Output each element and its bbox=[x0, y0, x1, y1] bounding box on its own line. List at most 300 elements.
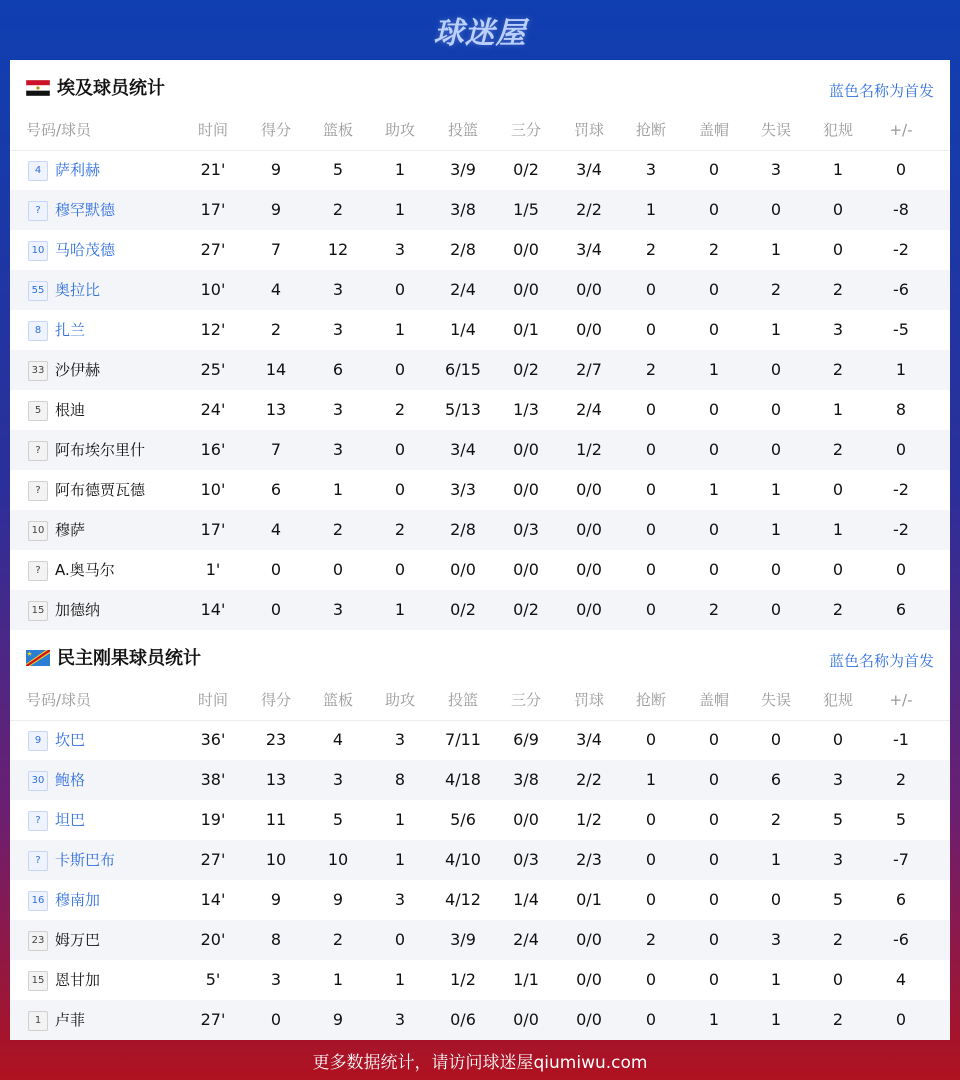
stat-time: 10' bbox=[200, 280, 226, 299]
stat-fouls: 3 bbox=[832, 320, 844, 339]
stat-time: 20' bbox=[200, 930, 226, 949]
column-header-ft: 罚球 bbox=[573, 691, 604, 709]
column-header-fouls: 犯规 bbox=[822, 691, 853, 709]
stat-ft: 0/0 bbox=[576, 280, 602, 299]
stat-fg: 0/0 bbox=[450, 560, 476, 579]
column-header-fouls: 犯规 bbox=[822, 121, 853, 139]
stat-time: 21' bbox=[200, 160, 226, 179]
stat-steals: 2 bbox=[645, 360, 657, 379]
stat-turnovers: 3 bbox=[770, 160, 782, 179]
stat-points: 4 bbox=[270, 520, 282, 539]
stat-blocks: 0 bbox=[708, 400, 720, 419]
stat-plus-minus: 0 bbox=[895, 560, 907, 579]
stat-three-pt: 0/0 bbox=[513, 810, 539, 829]
stat-three-pt: 0/0 bbox=[513, 480, 539, 499]
stat-three-pt: 0/1 bbox=[513, 320, 539, 339]
stat-rebounds: 3 bbox=[332, 770, 344, 789]
stat-assists: 1 bbox=[394, 850, 406, 869]
stat-steals: 0 bbox=[645, 480, 657, 499]
stat-rebounds: 0 bbox=[332, 560, 344, 579]
stat-plus-minus: 0 bbox=[895, 160, 907, 179]
player-row[interactable] bbox=[10, 760, 950, 800]
jersey-number-badge: 15 bbox=[28, 971, 48, 991]
stat-points: 23 bbox=[265, 730, 287, 749]
stat-fouls: 0 bbox=[832, 240, 844, 259]
stat-fg: 2/8 bbox=[450, 520, 476, 539]
stat-turnovers: 0 bbox=[770, 560, 782, 579]
stat-turnovers: 0 bbox=[770, 440, 782, 459]
player-name: 穆萨 bbox=[55, 521, 86, 539]
player-row[interactable] bbox=[10, 550, 950, 590]
player-row[interactable] bbox=[10, 510, 950, 550]
stat-assists: 3 bbox=[394, 890, 406, 909]
stat-assists: 1 bbox=[394, 320, 406, 339]
stat-turnovers: 1 bbox=[770, 320, 782, 339]
column-header-time: 时间 bbox=[197, 691, 228, 709]
stat-time: 16' bbox=[200, 440, 226, 459]
stat-fouls: 2 bbox=[832, 1010, 844, 1029]
stat-fouls: 5 bbox=[832, 810, 844, 829]
stat-turnovers: 1 bbox=[770, 970, 782, 989]
starter-hint: 蓝色名称为首发 bbox=[828, 82, 934, 100]
stat-fouls: 2 bbox=[832, 360, 844, 379]
stat-time: 14' bbox=[200, 890, 226, 909]
player-name[interactable]: 扎兰 bbox=[55, 321, 86, 339]
player-name[interactable]: 穆罕默德 bbox=[55, 201, 116, 219]
stat-ft: 0/1 bbox=[576, 890, 602, 909]
stat-fg: 5/13 bbox=[445, 400, 481, 419]
stat-assists: 0 bbox=[394, 360, 406, 379]
stat-ft: 2/3 bbox=[576, 850, 602, 869]
stat-turnovers: 2 bbox=[770, 280, 782, 299]
column-header-player: 号码/球员 bbox=[26, 691, 92, 709]
team-title: 民主刚果球员统计 bbox=[57, 648, 201, 669]
stat-rebounds: 3 bbox=[332, 440, 344, 459]
jersey-number-badge: 30 bbox=[28, 771, 48, 791]
jersey-number-badge: 55 bbox=[28, 281, 48, 301]
stat-fouls: 0 bbox=[832, 200, 844, 219]
stat-turnovers: 1 bbox=[770, 850, 782, 869]
stat-time: 27' bbox=[200, 1010, 226, 1029]
app-logo: 球迷屋 bbox=[433, 16, 527, 51]
player-row[interactable] bbox=[10, 150, 950, 190]
stat-rebounds: 2 bbox=[332, 520, 344, 539]
stat-blocks: 0 bbox=[708, 970, 720, 989]
player-row[interactable] bbox=[10, 390, 950, 430]
stat-assists: 0 bbox=[394, 440, 406, 459]
stat-fg: 3/8 bbox=[450, 200, 476, 219]
player-name: 阿布德贾瓦德 bbox=[55, 481, 146, 499]
stat-time: 14' bbox=[200, 600, 226, 619]
stat-fouls: 0 bbox=[832, 480, 844, 499]
stat-assists: 0 bbox=[394, 480, 406, 499]
stat-points: 10 bbox=[265, 850, 287, 869]
player-row[interactable] bbox=[10, 800, 950, 840]
stat-points: 11 bbox=[265, 810, 287, 829]
stat-steals: 0 bbox=[645, 970, 657, 989]
stat-ft: 0/0 bbox=[576, 600, 602, 619]
column-header-three-pt: 三分 bbox=[510, 121, 541, 139]
stat-blocks: 0 bbox=[708, 770, 720, 789]
stat-plus-minus: -2 bbox=[893, 520, 909, 539]
stat-plus-minus: 0 bbox=[895, 1010, 907, 1029]
stat-plus-minus: -2 bbox=[893, 240, 909, 259]
stat-plus-minus: 8 bbox=[895, 400, 907, 419]
jersey-number-badge: 16 bbox=[28, 891, 48, 911]
stat-points: 9 bbox=[270, 200, 282, 219]
column-header-rebounds: 篮板 bbox=[322, 121, 353, 139]
stat-plus-minus: 6 bbox=[895, 890, 907, 909]
stat-fouls: 0 bbox=[832, 730, 844, 749]
stat-points: 0 bbox=[270, 600, 282, 619]
stat-blocks: 0 bbox=[708, 200, 720, 219]
stat-rebounds: 2 bbox=[332, 200, 344, 219]
stat-plus-minus: -1 bbox=[893, 730, 909, 749]
player-row[interactable] bbox=[10, 230, 950, 270]
stat-assists: 2 bbox=[394, 400, 406, 419]
player-name[interactable]: 坦巴 bbox=[55, 811, 86, 829]
stat-steals: 0 bbox=[645, 600, 657, 619]
stat-steals: 0 bbox=[645, 730, 657, 749]
stat-time: 27' bbox=[200, 850, 226, 869]
stat-three-pt: 1/1 bbox=[513, 970, 539, 989]
player-name[interactable]: 坎巴 bbox=[55, 731, 86, 749]
stat-steals: 0 bbox=[645, 320, 657, 339]
stat-turnovers: 0 bbox=[770, 200, 782, 219]
jersey-number-badge: 5 bbox=[28, 401, 48, 421]
player-name: 姆万巴 bbox=[55, 931, 101, 949]
stat-steals: 2 bbox=[645, 930, 657, 949]
stat-time: 38' bbox=[200, 770, 226, 789]
column-header-points: 得分 bbox=[260, 691, 291, 709]
stat-fouls: 3 bbox=[832, 850, 844, 869]
stat-turnovers: 0 bbox=[770, 360, 782, 379]
stat-assists: 2 bbox=[394, 520, 406, 539]
stat-points: 3 bbox=[270, 970, 282, 989]
stat-fg: 3/9 bbox=[450, 930, 476, 949]
stat-fg: 1/4 bbox=[450, 320, 476, 339]
stat-steals: 2 bbox=[645, 240, 657, 259]
egypt-flag-icon bbox=[26, 80, 50, 96]
stat-points: 13 bbox=[265, 400, 287, 419]
stat-three-pt: 2/4 bbox=[513, 930, 539, 949]
player-row[interactable] bbox=[10, 840, 950, 880]
column-header-blocks: 盖帽 bbox=[698, 691, 729, 709]
player-name: 阿布埃尔里什 bbox=[55, 441, 146, 459]
stat-plus-minus: 4 bbox=[895, 970, 907, 989]
column-header-plus-minus: +/- bbox=[889, 691, 913, 709]
stat-points: 8 bbox=[270, 930, 282, 949]
stat-ft: 0/0 bbox=[576, 970, 602, 989]
column-header-three-pt: 三分 bbox=[510, 691, 541, 709]
jersey-number-badge: 33 bbox=[28, 361, 48, 381]
stat-points: 9 bbox=[270, 160, 282, 179]
stat-fg: 2/8 bbox=[450, 240, 476, 259]
stat-three-pt: 0/3 bbox=[513, 520, 539, 539]
stat-points: 7 bbox=[270, 440, 282, 459]
stat-three-pt: 0/0 bbox=[513, 440, 539, 459]
jersey-number-badge: 9 bbox=[28, 731, 48, 751]
stat-turnovers: 0 bbox=[770, 400, 782, 419]
stat-plus-minus: 1 bbox=[895, 360, 907, 379]
stat-points: 4 bbox=[270, 280, 282, 299]
stat-steals: 0 bbox=[645, 520, 657, 539]
stat-blocks: 0 bbox=[708, 890, 720, 909]
column-header-ft: 罚球 bbox=[573, 121, 604, 139]
stat-fouls: 0 bbox=[832, 970, 844, 989]
player-row[interactable] bbox=[10, 1000, 950, 1040]
stat-fg: 1/2 bbox=[450, 970, 476, 989]
stat-plus-minus: 2 bbox=[895, 770, 907, 789]
stat-rebounds: 2 bbox=[332, 930, 344, 949]
stat-assists: 1 bbox=[394, 200, 406, 219]
stat-turnovers: 1 bbox=[770, 520, 782, 539]
stat-blocks: 0 bbox=[708, 850, 720, 869]
stat-time: 24' bbox=[200, 400, 226, 419]
stat-rebounds: 12 bbox=[327, 240, 349, 259]
column-header-fg: 投篮 bbox=[447, 121, 478, 139]
player-name[interactable]: 鲍格 bbox=[55, 771, 86, 789]
stat-fg: 3/3 bbox=[450, 480, 476, 499]
stat-ft: 2/4 bbox=[576, 400, 602, 419]
stat-rebounds: 9 bbox=[332, 890, 344, 909]
stat-steals: 0 bbox=[645, 280, 657, 299]
stat-points: 0 bbox=[270, 1010, 282, 1029]
stat-plus-minus: -6 bbox=[893, 280, 909, 299]
stat-rebounds: 3 bbox=[332, 280, 344, 299]
stat-ft: 0/0 bbox=[576, 520, 602, 539]
player-name[interactable]: 卡斯巴布 bbox=[55, 851, 116, 869]
stat-time: 25' bbox=[200, 360, 226, 379]
stat-fouls: 1 bbox=[832, 520, 844, 539]
stat-blocks: 1 bbox=[708, 480, 720, 499]
stat-ft: 0/0 bbox=[576, 930, 602, 949]
stat-rebounds: 5 bbox=[332, 810, 344, 829]
stat-plus-minus: 5 bbox=[895, 810, 907, 829]
player-row[interactable] bbox=[10, 430, 950, 470]
player-row[interactable] bbox=[10, 470, 950, 510]
footer-banner[interactable] bbox=[0, 1040, 960, 1080]
stat-plus-minus: 0 bbox=[895, 440, 907, 459]
stat-fouls: 3 bbox=[832, 770, 844, 789]
stat-points: 2 bbox=[270, 320, 282, 339]
stat-blocks: 0 bbox=[708, 320, 720, 339]
jersey-number-badge: ? bbox=[28, 441, 48, 461]
jersey-number-badge: ? bbox=[28, 201, 48, 221]
jersey-number-badge: 8 bbox=[28, 321, 48, 341]
player-name[interactable]: 穆南加 bbox=[55, 891, 101, 909]
stat-time: 17' bbox=[200, 200, 226, 219]
stat-fg: 4/10 bbox=[445, 850, 481, 869]
column-header-player: 号码/球员 bbox=[26, 121, 92, 139]
column-header-blocks: 盖帽 bbox=[698, 121, 729, 139]
stat-rebounds: 6 bbox=[332, 360, 344, 379]
stat-steals: 0 bbox=[645, 400, 657, 419]
stat-turnovers: 0 bbox=[770, 600, 782, 619]
stat-points: 0 bbox=[270, 560, 282, 579]
stat-fouls: 2 bbox=[832, 930, 844, 949]
stat-blocks: 0 bbox=[708, 810, 720, 829]
stat-rebounds: 3 bbox=[332, 320, 344, 339]
stat-ft: 3/4 bbox=[576, 160, 602, 179]
team-title: 埃及球员统计 bbox=[57, 78, 165, 99]
stat-steals: 3 bbox=[645, 160, 657, 179]
stat-points: 7 bbox=[270, 240, 282, 259]
stat-fg: 6/15 bbox=[445, 360, 481, 379]
stat-three-pt: 1/4 bbox=[513, 890, 539, 909]
jersey-number-badge: 15 bbox=[28, 601, 48, 621]
stat-ft: 1/2 bbox=[576, 810, 602, 829]
column-header-points: 得分 bbox=[260, 121, 291, 139]
stat-blocks: 0 bbox=[708, 440, 720, 459]
stat-rebounds: 3 bbox=[332, 400, 344, 419]
player-name[interactable]: 奥拉比 bbox=[55, 281, 101, 299]
stat-time: 12' bbox=[200, 320, 226, 339]
jersey-number-badge: ? bbox=[28, 481, 48, 501]
stat-time: 27' bbox=[200, 240, 226, 259]
stat-blocks: 0 bbox=[708, 280, 720, 299]
stat-three-pt: 3/8 bbox=[513, 770, 539, 789]
stat-turnovers: 2 bbox=[770, 810, 782, 829]
stat-fouls: 5 bbox=[832, 890, 844, 909]
stat-fouls: 0 bbox=[832, 560, 844, 579]
column-header-assists: 助攻 bbox=[384, 691, 415, 709]
stat-blocks: 2 bbox=[708, 240, 720, 259]
stat-time: 19' bbox=[200, 810, 226, 829]
jersey-number-badge: 10 bbox=[28, 241, 48, 261]
player-name[interactable]: 萨利赫 bbox=[55, 161, 101, 179]
column-header-time: 时间 bbox=[197, 121, 228, 139]
stat-blocks: 0 bbox=[708, 520, 720, 539]
stat-fg: 0/6 bbox=[450, 1010, 476, 1029]
egypt-section-header bbox=[10, 60, 950, 110]
stat-rebounds: 4 bbox=[332, 730, 344, 749]
stat-three-pt: 0/0 bbox=[513, 560, 539, 579]
player-row[interactable] bbox=[10, 190, 950, 230]
stat-steals: 0 bbox=[645, 810, 657, 829]
stat-ft: 0/0 bbox=[576, 320, 602, 339]
column-header bbox=[10, 110, 950, 151]
stat-steals: 0 bbox=[645, 1010, 657, 1029]
stat-three-pt: 0/3 bbox=[513, 850, 539, 869]
stat-steals: 1 bbox=[645, 200, 657, 219]
column-header-steals: 抢断 bbox=[635, 691, 666, 709]
stat-steals: 1 bbox=[645, 770, 657, 789]
stat-plus-minus: -7 bbox=[893, 850, 909, 869]
stat-steals: 0 bbox=[645, 850, 657, 869]
starter-hint: 蓝色名称为首发 bbox=[828, 652, 934, 670]
stat-fg: 4/18 bbox=[445, 770, 481, 789]
stat-ft: 1/2 bbox=[576, 440, 602, 459]
stat-three-pt: 1/5 bbox=[513, 200, 539, 219]
jersey-number-badge: ? bbox=[28, 561, 48, 581]
jersey-number-badge: ? bbox=[28, 811, 48, 831]
stat-three-pt: 0/2 bbox=[513, 160, 539, 179]
jersey-number-badge: 23 bbox=[28, 931, 48, 951]
stat-turnovers: 0 bbox=[770, 890, 782, 909]
player-row[interactable] bbox=[10, 310, 950, 350]
player-row[interactable] bbox=[10, 350, 950, 390]
column-header bbox=[10, 680, 950, 721]
stat-points: 13 bbox=[265, 770, 287, 789]
stat-turnovers: 1 bbox=[770, 240, 782, 259]
player-row[interactable] bbox=[10, 270, 950, 310]
column-header-fg: 投篮 bbox=[447, 691, 478, 709]
stat-ft: 0/0 bbox=[576, 480, 602, 499]
player-name: 沙伊赫 bbox=[55, 361, 101, 379]
jersey-number-badge: ? bbox=[28, 851, 48, 871]
player-name[interactable]: 马哈茂德 bbox=[55, 241, 116, 259]
stat-turnovers: 6 bbox=[770, 770, 782, 789]
player-row[interactable] bbox=[10, 920, 950, 960]
stat-rebounds: 5 bbox=[332, 160, 344, 179]
stats-panel bbox=[10, 60, 950, 1040]
stat-fg: 3/4 bbox=[450, 440, 476, 459]
stat-ft: 2/2 bbox=[576, 770, 602, 789]
stat-rebounds: 10 bbox=[327, 850, 349, 869]
stat-blocks: 1 bbox=[708, 1010, 720, 1029]
footer-text[interactable]: 更多数据统计，请访问球迷屋qiumiwu.com bbox=[312, 1052, 648, 1073]
stat-ft: 2/2 bbox=[576, 200, 602, 219]
stat-turnovers: 1 bbox=[770, 1010, 782, 1029]
jersey-number-badge: 4 bbox=[28, 161, 48, 181]
stat-fg: 7/11 bbox=[445, 730, 481, 749]
stat-ft: 3/4 bbox=[576, 730, 602, 749]
stat-turnovers: 3 bbox=[770, 930, 782, 949]
stat-plus-minus: 6 bbox=[895, 600, 907, 619]
stat-turnovers: 0 bbox=[770, 730, 782, 749]
column-header-steals: 抢断 bbox=[635, 121, 666, 139]
stat-three-pt: 6/9 bbox=[513, 730, 539, 749]
stat-assists: 1 bbox=[394, 810, 406, 829]
stat-assists: 1 bbox=[394, 600, 406, 619]
stat-plus-minus: -8 bbox=[893, 200, 909, 219]
player-row[interactable] bbox=[10, 720, 950, 760]
stat-rebounds: 1 bbox=[332, 970, 344, 989]
player-name: 卢菲 bbox=[55, 1011, 86, 1029]
stat-steals: 0 bbox=[645, 440, 657, 459]
stat-blocks: 1 bbox=[708, 360, 720, 379]
player-name: A.奥马尔 bbox=[55, 561, 115, 579]
stat-ft: 2/7 bbox=[576, 360, 602, 379]
player-row[interactable] bbox=[10, 880, 950, 920]
player-row[interactable] bbox=[10, 960, 950, 1000]
stat-fg: 0/2 bbox=[450, 600, 476, 619]
stat-plus-minus: -2 bbox=[893, 480, 909, 499]
stat-steals: 0 bbox=[645, 560, 657, 579]
column-header-rebounds: 篮板 bbox=[322, 691, 353, 709]
stat-assists: 3 bbox=[394, 730, 406, 749]
stat-three-pt: 0/0 bbox=[513, 280, 539, 299]
stat-blocks: 2 bbox=[708, 600, 720, 619]
stat-time: 5' bbox=[205, 970, 221, 989]
jersey-number-badge: 1 bbox=[28, 1011, 48, 1031]
player-name: 恩甘加 bbox=[55, 971, 101, 989]
stat-three-pt: 0/2 bbox=[513, 360, 539, 379]
column-header-assists: 助攻 bbox=[384, 121, 415, 139]
player-name: 根迪 bbox=[55, 401, 86, 419]
stat-three-pt: 0/0 bbox=[513, 1010, 539, 1029]
stat-ft: 0/0 bbox=[576, 560, 602, 579]
stat-steals: 0 bbox=[645, 890, 657, 909]
stat-points: 6 bbox=[270, 480, 282, 499]
stat-points: 9 bbox=[270, 890, 282, 909]
stat-fouls: 2 bbox=[832, 440, 844, 459]
stat-rebounds: 1 bbox=[332, 480, 344, 499]
drc-section-header bbox=[10, 630, 950, 680]
player-row[interactable] bbox=[10, 590, 950, 630]
stat-ft: 3/4 bbox=[576, 240, 602, 259]
